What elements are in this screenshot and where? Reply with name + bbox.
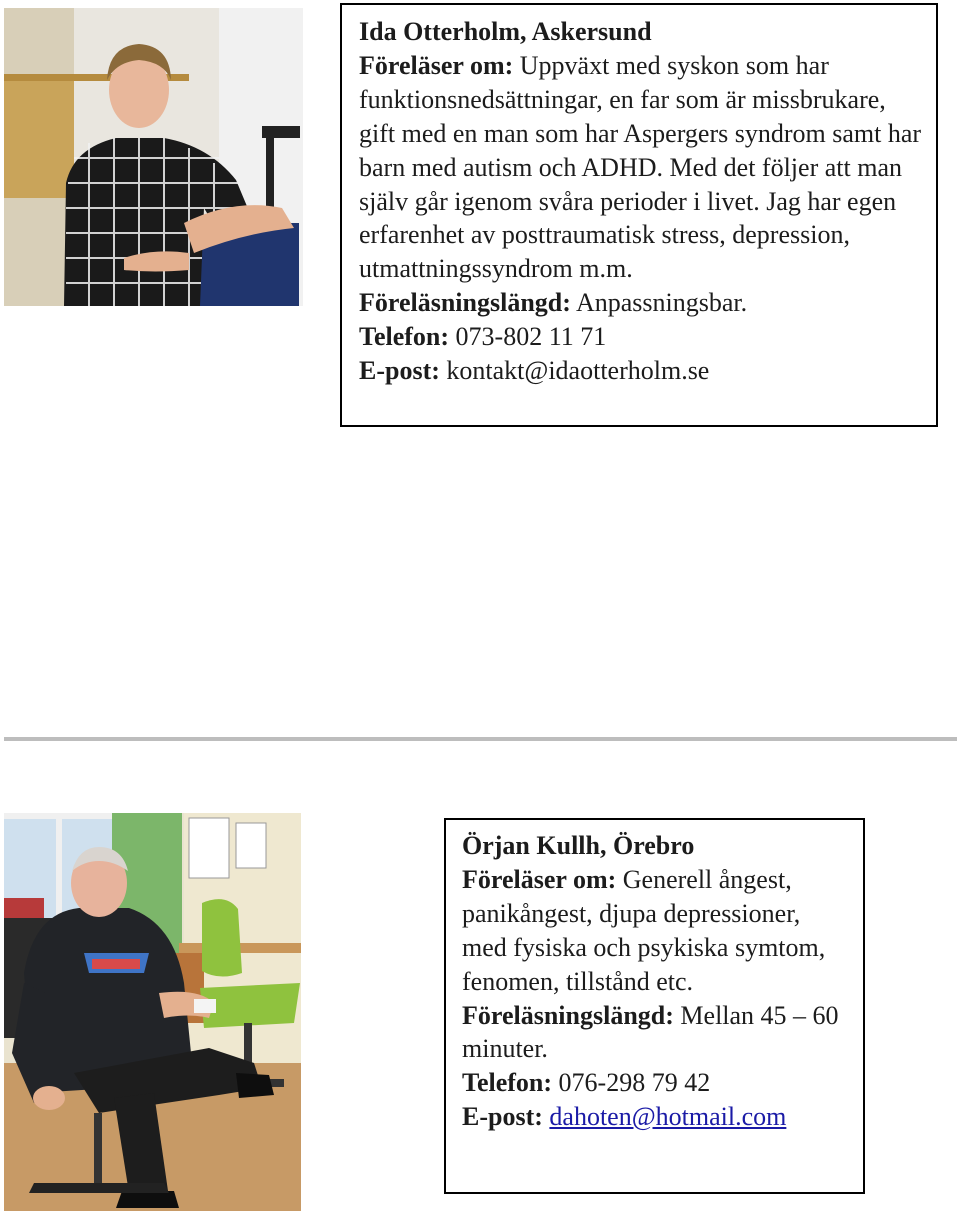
- topic-text: Uppväxt med syskon som har funktionsnedsättningar, en far som är missbrukare, gift med en man som har Aspergers syndrom samt har barn med autism och ADHD. Med det följer att man själv går igenom svåra perioder i livet. Jag har egen erfarenhet av posttraumatisk stress, depression, utmattningssyndrom m.m.: [359, 50, 922, 284]
- email-value: kontakt@idaotterholm.se: [446, 356, 710, 386]
- duration-value: Anpassningsbar.: [575, 288, 748, 318]
- lecturer-phone: [462, 1066, 851, 1100]
- topic-text: Generell ångest, panikångest, djupa depressioner, med fysiska och psykiska symtom, fenomen, tillstånd etc.: [462, 864, 826, 996]
- lecturer-name: Ida Otterholm, Askersund: [359, 17, 652, 46]
- lecturer-photo: [4, 813, 301, 1211]
- phone-label: Telefon:: [462, 1068, 553, 1098]
- email-label: E-post:: [359, 356, 440, 386]
- duration-value: Mellan 45 – 60 minuter.: [462, 1000, 839, 1064]
- duration-label: Föreläsningslängd:: [359, 288, 571, 318]
- phone-value: 073-802 11 71: [455, 322, 607, 352]
- email-link[interactable]: dahoten@hotmail.com: [549, 1102, 787, 1132]
- lecturer-duration: [462, 999, 851, 1067]
- lecturer-card: [340, 3, 938, 427]
- lecturer-topic: [359, 49, 922, 286]
- lecturer-topic: [462, 863, 851, 999]
- lecturer-name: Örjan Kullh, Örebro: [462, 831, 695, 860]
- lecturer-email: [359, 354, 922, 388]
- lecturer-phone: [359, 320, 922, 354]
- section-divider: [4, 737, 957, 741]
- lecturer-photo: [4, 8, 303, 306]
- topic-label: Föreläser om:: [359, 50, 514, 80]
- email-label: E-post:: [462, 1102, 543, 1132]
- phone-value: 076-298 79 42: [558, 1068, 711, 1098]
- phone-label: Telefon:: [359, 322, 450, 352]
- portrait-man-image: [4, 813, 301, 1211]
- duration-label: Föreläsningslängd:: [462, 1000, 674, 1030]
- topic-label: Föreläser om:: [462, 864, 617, 894]
- lecturer-duration: [359, 286, 922, 320]
- lecturer-email: [462, 1100, 851, 1134]
- portrait-woman-image: [4, 8, 303, 306]
- lecturer-card: [444, 818, 865, 1194]
